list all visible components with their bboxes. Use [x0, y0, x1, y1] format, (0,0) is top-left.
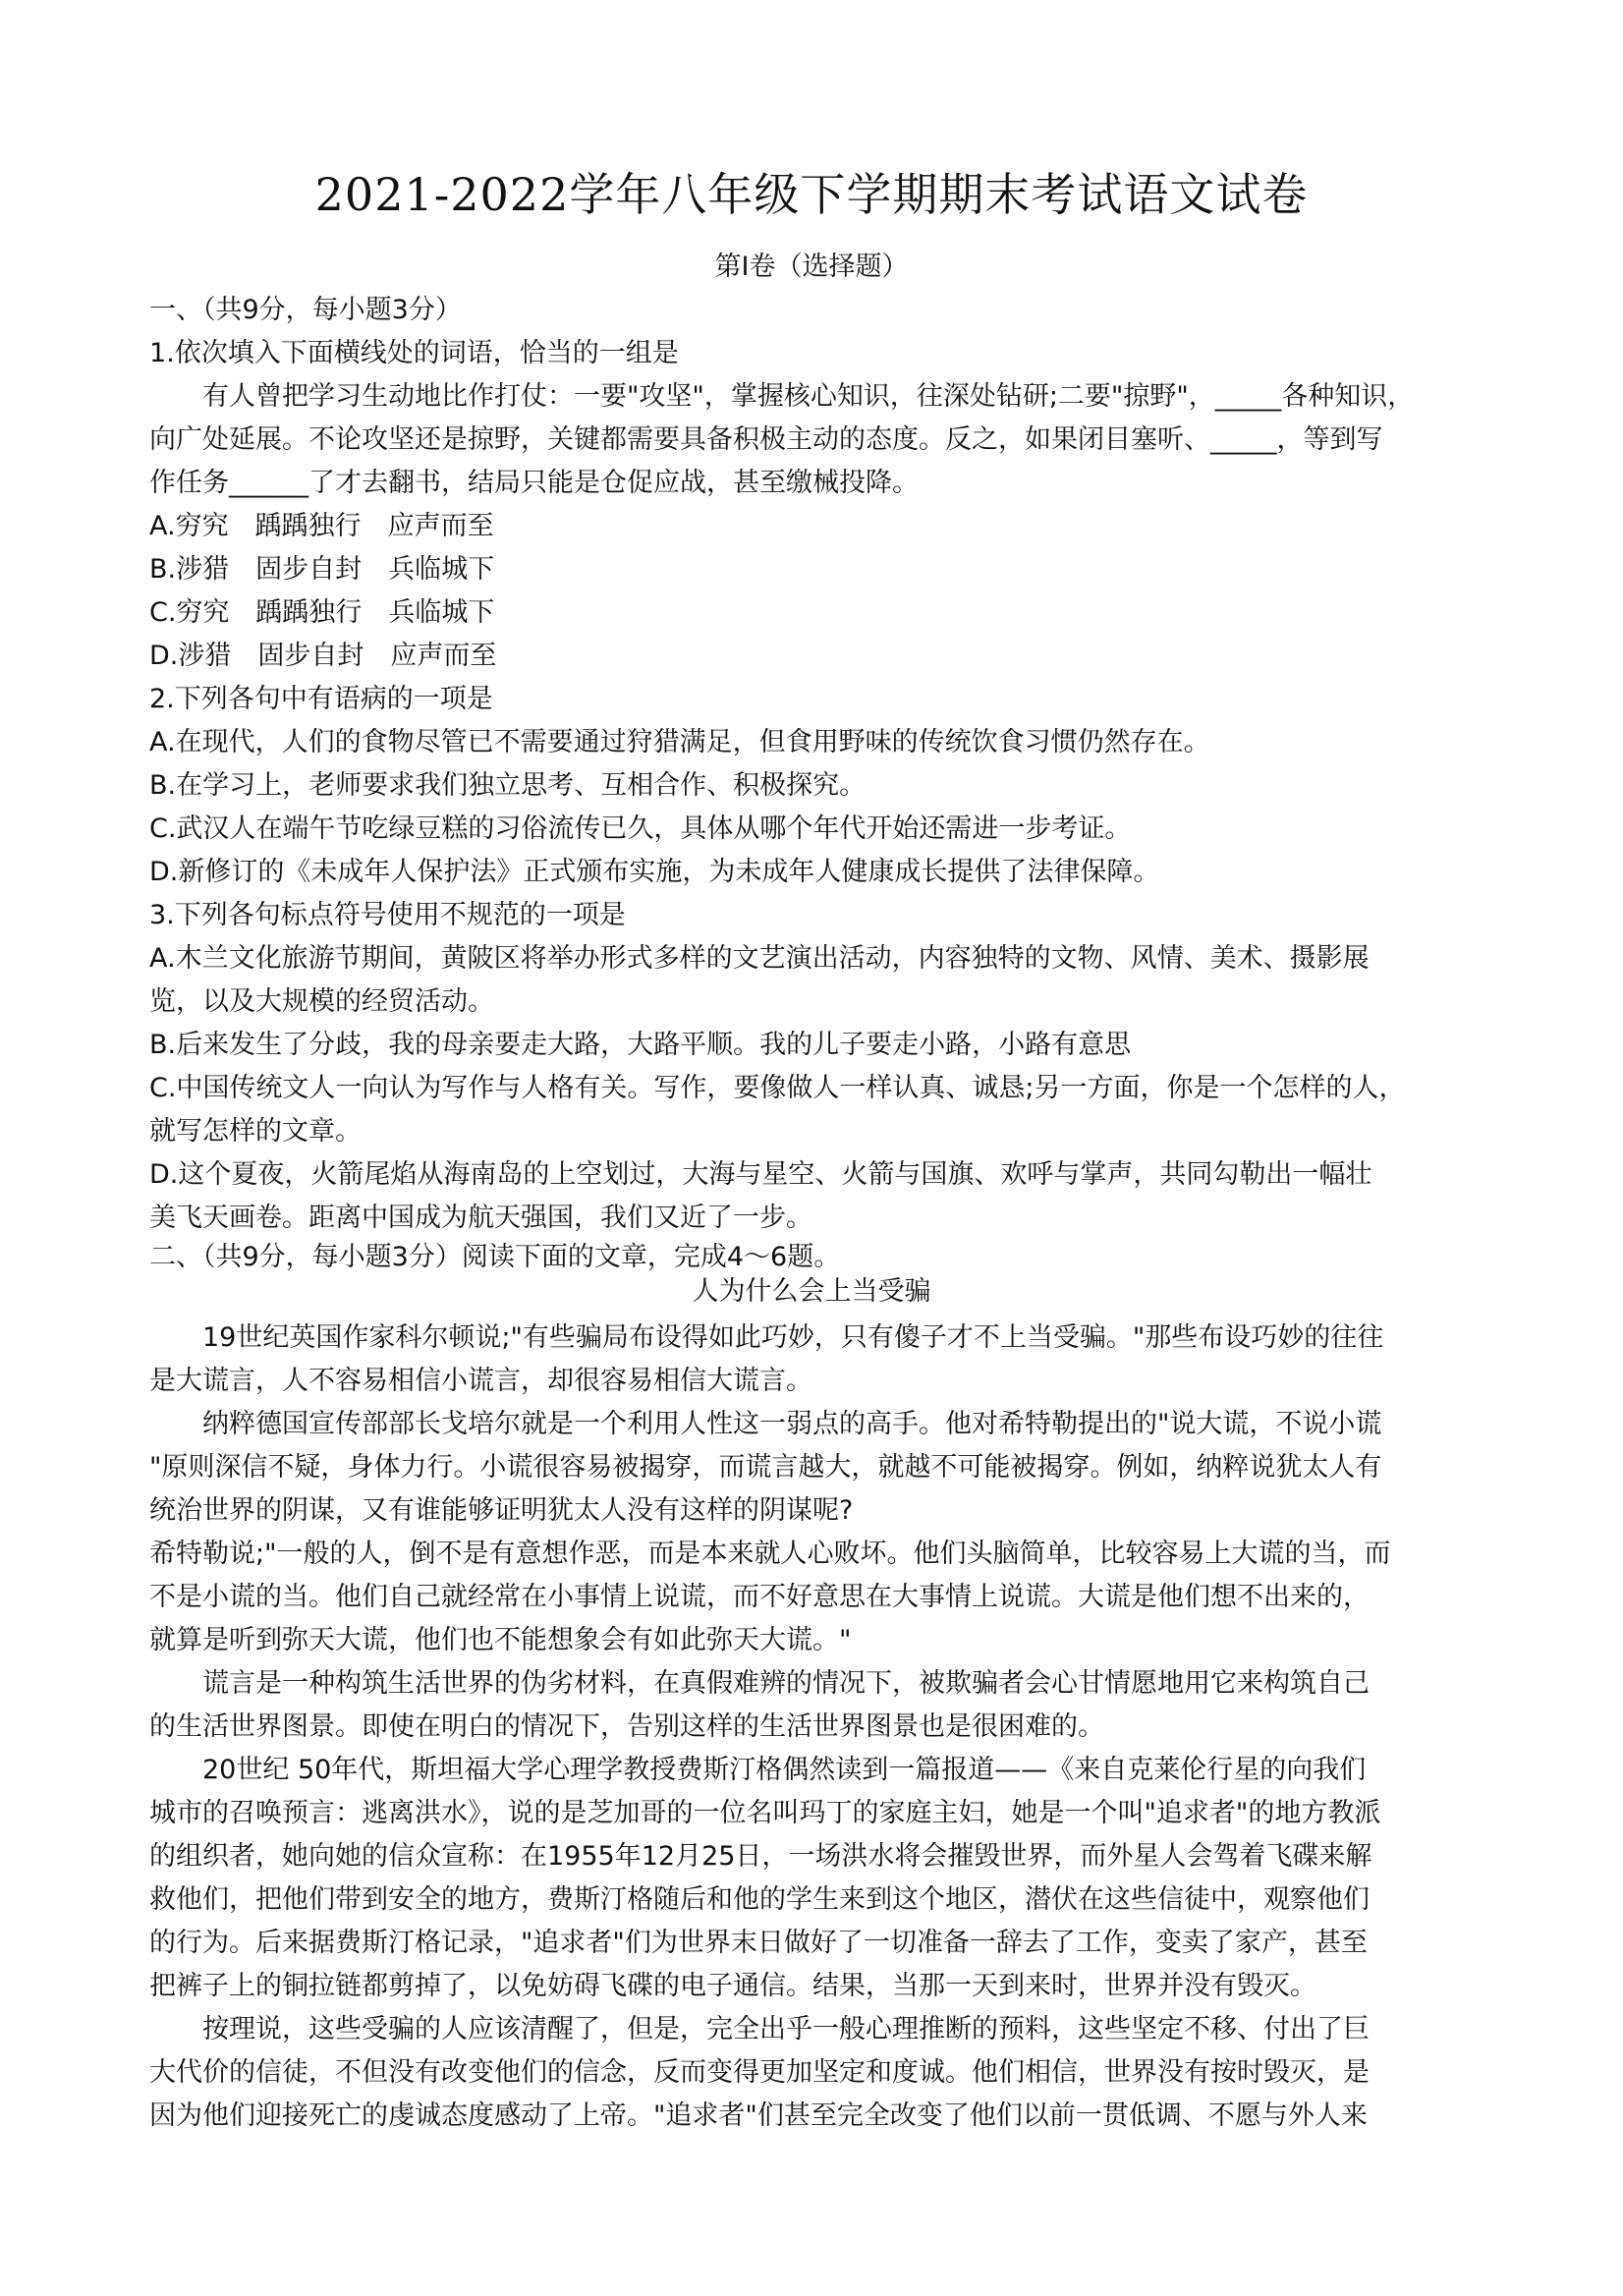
q1-option-b: B.涉猎 固步自封 兵临城下: [149, 554, 495, 585]
article-line: 城市的召唤预言：逃离洪水》，说的是芝加哥的一位名叫玛丁的家庭主妇，她是一个叫"追求者"的地方教派: [149, 1798, 1381, 1828]
article-line: 救他们，把他们带到安全的地方，费斯汀格随后和他的学生来到这个地区，潜伏在这些信徒中，观察他们: [149, 1884, 1370, 1915]
article-line: 谎言是一种构筑生活世界的伪劣材料，在真假难辨的情况下，被欺骗者会心甘情愿地用它来构筑自己: [202, 1668, 1370, 1699]
article-line: 19世纪英国作家科尔顿说;"有些骗局布设得如此巧妙，只有傻子才不上当受骗。"那些布设巧妙的往往: [202, 1322, 1384, 1353]
q1-passage-line: 向广处延展。不论攻坚还是掠野，关键都需要具备积极主动的态度。反之，如果闭目塞听、_____，等到写: [149, 424, 1383, 455]
article-line: 20世纪 50年代，斯坦福大学心理学教授费斯汀格偶然读到一篇报道——《来自克莱伦行星的向我们: [202, 1755, 1367, 1785]
section1-heading: 一、（共9分，每小题3分）: [149, 295, 462, 325]
article-line: 希特勒说;"一般的人，倒不是有意想作恶，而是本来就人心败坏。他们头脑简单，比较容易上大谎的当，而: [149, 1539, 1391, 1569]
q1-stem: 1.依次填入下面横线处的词语，恰当的一组是: [149, 338, 679, 368]
article-line: 因为他们迎接死亡的虔诚态度感动了上帝。"追求者"们甚至完全改变了他们以前一贯低调、不愿与外人来: [149, 2100, 1368, 2131]
q3-option-line: A.木兰文化旅游节期间，黄陂区将举办形式多样的文艺演出活动，内容独特的文物、风情、美术、摄影展: [149, 943, 1370, 974]
q1-passage-line: 作任务______了才去翻书，结局只能是仓促应战，甚至缴械投降。: [149, 468, 919, 498]
article-line: 不是小谎的当。他们自己就经常在小事情上说谎，而不好意思在大事情上说谎。大谎是他们想不出来的，: [149, 1582, 1370, 1612]
q3-option-line: 美飞天画卷。距离中国成为航天强国，我们又近了一步。: [149, 1203, 812, 1233]
q3-option-line: 就写怎样的文章。: [149, 1116, 362, 1147]
exam-subtitle: 第Ⅰ卷（选择题）: [714, 252, 909, 282]
article-line: 纳粹德国宣传部部长戈培尔就是一个利用人性这一弱点的高手。他对希特勒提出的"说大谎，不说小谎: [202, 1409, 1382, 1439]
q3-option-line: 览，以及大规模的经贸活动。: [149, 986, 494, 1017]
article-line: 统治世界的阴谋，又有谁能够证明犹太人没有这样的阴谋呢?: [149, 1495, 854, 1526]
section2-heading: 二、（共9分，每小题3分）阅读下面的文章，完成4～6题。: [149, 1242, 841, 1272]
article-line: 的行为。后来据费斯汀格记录，"追求者"们为世界末日做好了一切准备一辞去了工作，变卖了家产，甚至: [149, 1928, 1368, 1958]
article-line: 的组织者，她向她的信众宣称：在1955年12月25日，一场洪水将会摧毁世界，而外星人会驾着飞碟来解: [149, 1841, 1372, 1872]
q3-option-line: D.这个夏夜，火箭尾焰从海南岛的上空划过，大海与星空、火箭与国旗、欢呼与掌声，共同勾勒出一幅壮: [149, 1159, 1372, 1190]
article-line: 把裤子上的铜拉链都剪掉了，以免妨碍飞碟的电子通信。结果，当那一天到来时，世界并没有毁灭。: [149, 1971, 1316, 2001]
exam-title: 2021-2022学年八年级下学期期末考试语文试卷: [314, 168, 1309, 221]
q3-option-line: B.后来发生了分歧，我的母亲要走大路，大路平顺。我的儿子要走小路，小路有意思: [149, 1030, 1132, 1060]
q2-option-b: B.在学习上，老师要求我们独立思考、互相合作、积极探究。: [149, 770, 867, 801]
q2-option-c: C.武汉人在端午节吃绿豆糕的习俗流传已久，具体从哪个年代开始还需进一步考证。: [149, 813, 1132, 844]
article-line: 就算是听到弥天大谎，他们也不能想象会有如此弥天大谎。": [149, 1625, 852, 1655]
q1-option-a: A.穷究 踽踽独行 应声而至: [149, 511, 494, 541]
q3-stem: 3.下列各句标点符号使用不规范的一项是: [149, 900, 626, 930]
article-line: 的生活世界图景。即使在明白的情况下，告别这样的生活世界图景也是很困难的。: [149, 1711, 1104, 1742]
q2-stem: 2.下列各句中有语病的一项是: [149, 684, 493, 714]
q1-option-d: D.涉猎 固步自封 应声而至: [149, 641, 497, 671]
q1-passage-line: 有人曾把学习生动地比作打仗：一要"攻坚"，掌握核心知识，往深处钻研;二要"掠野"，_____各种知识，: [202, 381, 1415, 412]
article-line: 按理说，这些受骗的人应该清醒了，但是，完全出乎一般心理推断的预料，这些坚定不移、付出了巨: [202, 2014, 1370, 2044]
article-line: 大代价的信徒，不但没有改变他们的信念，反而变得更加坚定和度诚。他们相信，世界没有按时毁灭，是: [149, 2057, 1370, 2088]
q1-option-c: C.穷究 踽踽独行 兵临城下: [149, 597, 495, 628]
article-line: 是大谎言，人不容易相信小谎言，却很容易相信大谎言。: [149, 1366, 812, 1396]
q2-option-a: A.在现代，人们的食物尽管已不需要通过狩猎满足，但食用野味的传统饮食习惯仍然存在。: [149, 727, 1210, 757]
article-title: 人为什么会上当受骗: [692, 1276, 931, 1307]
q3-option-line: C.中国传统文人一向认为写作与人格有关。写作，要像做人一样认真、诚恳;另一方面，你是一个怎样的人，: [149, 1073, 1406, 1103]
article-line: "原则深信不疑，身体力行。小谎很容易被揭穿，而谎言越大，就越不可能被揭穿。例如，纳粹说犹太人有: [149, 1452, 1382, 1483]
q2-option-d: D.新修订的《未成年人保护法》正式颁布实施，为未成年人健康成长提供了法律保障。: [149, 857, 1160, 887]
